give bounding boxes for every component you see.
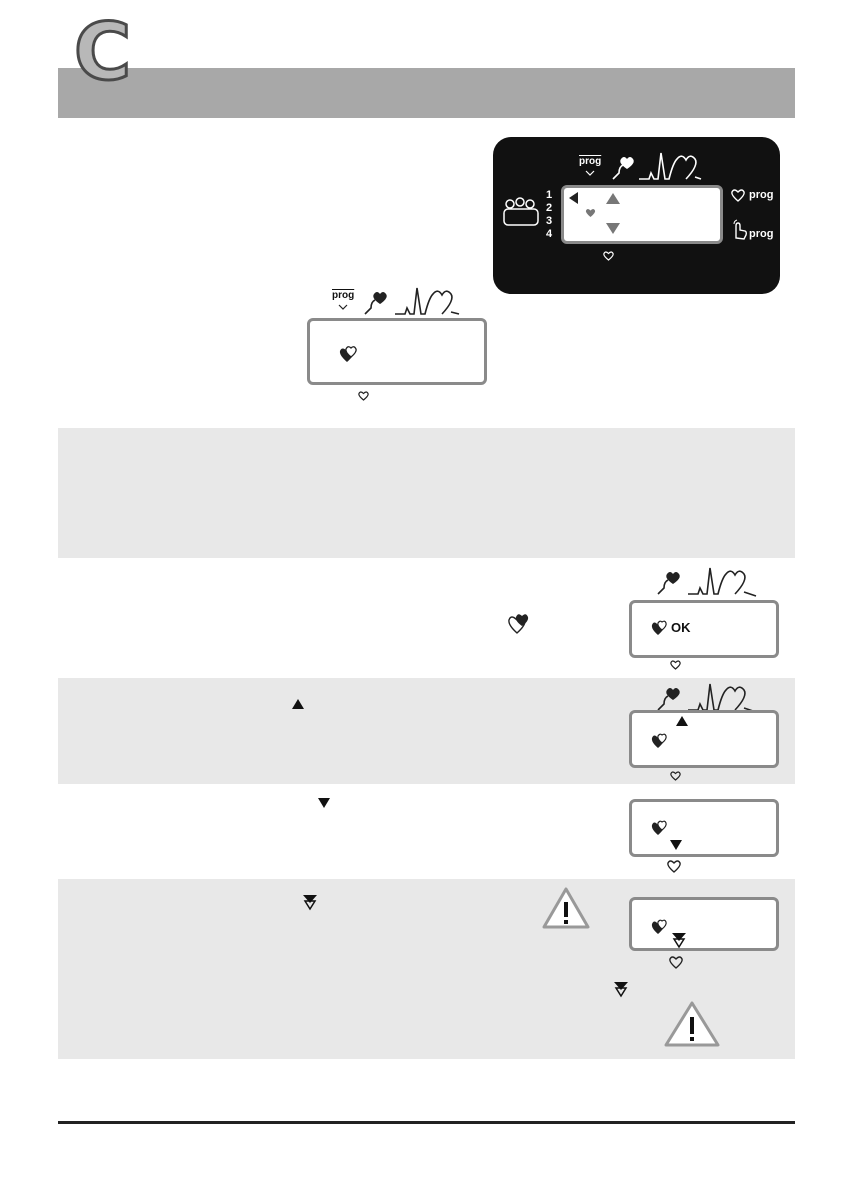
lcd-display-double-down xyxy=(629,897,779,951)
hand-press-button-icon[interactable] xyxy=(731,220,747,240)
selector-left-arrow-icon xyxy=(569,192,579,204)
lcd-display-up xyxy=(629,710,779,768)
double-arrow-down-icon xyxy=(672,933,686,948)
chevron-down-icon xyxy=(338,304,348,310)
lcd-display-main xyxy=(307,318,487,385)
device-lcd-screen xyxy=(561,185,723,244)
heart-ecg-icon xyxy=(656,564,760,596)
double-heart-outline-icon xyxy=(508,613,532,635)
footer-divider xyxy=(58,1121,795,1124)
heart-outline-icon xyxy=(358,391,369,401)
device-prog-label: prog xyxy=(579,156,602,167)
user-number-4: 4 xyxy=(546,228,553,240)
user-number-3: 3 xyxy=(546,215,553,227)
user-number-2: 2 xyxy=(546,202,553,214)
warning-triangle-icon xyxy=(541,886,591,930)
warning-triangle-icon xyxy=(663,1000,721,1048)
heart-outline-icon xyxy=(603,251,614,261)
double-heart-icon xyxy=(651,919,669,935)
arrow-up-icon xyxy=(606,193,620,204)
chevron-down-icon xyxy=(585,170,595,176)
heart-outline-icon xyxy=(670,660,681,670)
heart-ecg-icon xyxy=(611,149,701,183)
arrow-up-icon xyxy=(292,699,304,709)
double-arrow-down-icon xyxy=(614,982,628,997)
lcd-display-down xyxy=(629,799,779,857)
double-heart-icon xyxy=(651,733,669,749)
info-band xyxy=(58,428,795,558)
section-letter: C xyxy=(74,8,132,98)
double-arrow-down-icon xyxy=(303,895,317,910)
heart-ecg-icon xyxy=(656,680,760,712)
user-number-1: 1 xyxy=(546,189,553,201)
heart-outline-icon xyxy=(669,956,683,969)
double-heart-icon xyxy=(651,820,669,836)
arrow-down-icon xyxy=(606,223,620,234)
heart-icon xyxy=(585,208,596,218)
heart-outline-icon xyxy=(667,860,681,873)
section-header-band xyxy=(58,68,795,118)
arrow-down-icon xyxy=(670,840,682,850)
memory-heart-button-icon[interactable] xyxy=(731,189,745,202)
arrow-down-icon xyxy=(318,798,330,808)
arrow-up-icon xyxy=(676,716,688,726)
lcd-display-ok xyxy=(629,600,779,658)
display-prog-label: prog xyxy=(332,290,355,301)
start-button-label[interactable]: prog xyxy=(749,228,774,240)
lcd-ok-text: OK xyxy=(671,620,691,635)
double-heart-icon xyxy=(339,345,359,363)
heart-ecg-icon xyxy=(363,284,463,318)
memory-button-label[interactable]: prog xyxy=(749,189,774,201)
double-heart-icon xyxy=(651,620,669,636)
heart-outline-icon xyxy=(670,771,681,781)
users-group-icon xyxy=(502,195,540,229)
